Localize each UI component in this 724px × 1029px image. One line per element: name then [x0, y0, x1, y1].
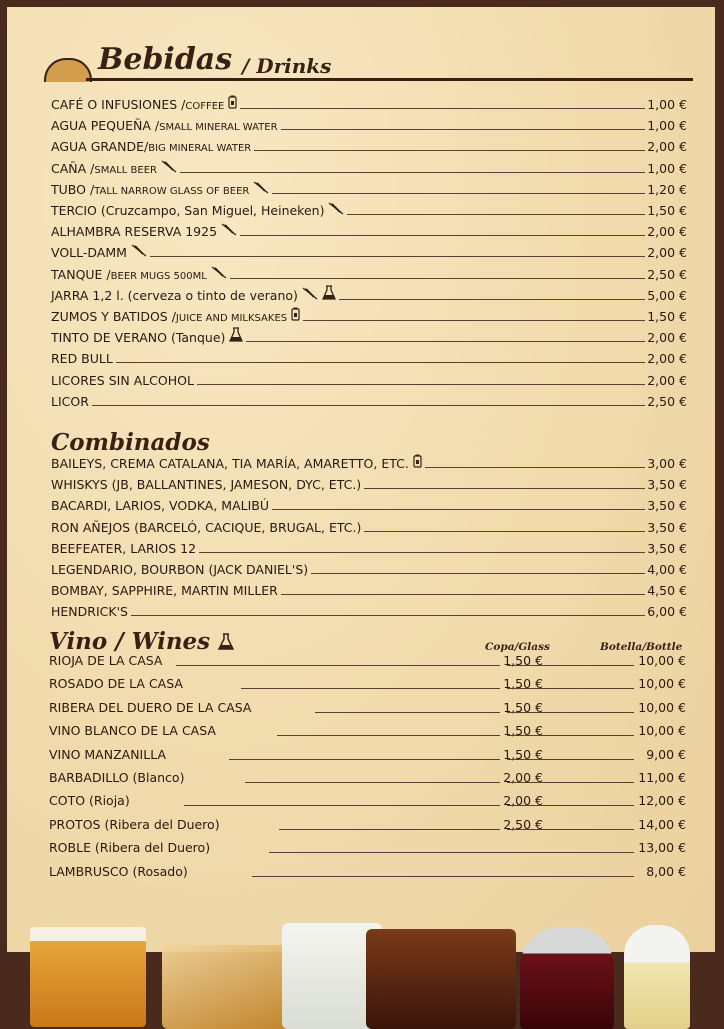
leader-line	[180, 172, 645, 173]
wine-bottle-price: 11,00 €	[638, 770, 686, 785]
wine-glass-price: 2,50 €	[503, 816, 543, 832]
wine-item	[49, 792, 686, 810]
leader-line	[240, 235, 645, 236]
menu-item	[51, 158, 687, 176]
item-price: 5,00 €	[647, 287, 687, 303]
whisky-glass-image	[162, 945, 292, 1029]
leader-line	[269, 852, 634, 853]
menu-item	[51, 580, 687, 598]
leader-line	[339, 299, 645, 300]
item-name: CAFÉ O INFUSIONES /	[51, 97, 186, 112]
wine-item	[49, 839, 686, 857]
wine-name: COTO (Rioja)	[49, 793, 130, 809]
leader-line	[229, 759, 500, 760]
item-english-name: JUICE AND MILKSAKES	[175, 313, 288, 324]
item-english-name: BEER MUGS 500ML	[110, 270, 207, 282]
leader-line	[230, 278, 645, 279]
leader-line	[150, 256, 645, 257]
wine-item	[49, 652, 686, 670]
wine-item	[49, 769, 686, 787]
item-name: TANQUE /	[51, 266, 111, 282]
can-icon	[228, 95, 237, 112]
item-price: 1,50 €	[647, 203, 687, 218]
item-name: LICORES SIN ALCOHOL	[51, 372, 194, 388]
wheat-icon	[253, 181, 269, 197]
wheat-flask-icon	[302, 285, 336, 303]
item-price: 1,00 €	[647, 97, 687, 112]
menu-item	[51, 179, 687, 197]
item-name: BACARDI, LARIOS, VODKA, MALIBÚ	[51, 498, 270, 514]
wine-name: RIBERA DEL DUERO DE LA CASA	[49, 699, 252, 715]
wine-glass-price: 1,50 €	[503, 653, 543, 668]
item-english-name: BIG MINERAL WATER	[148, 143, 252, 155]
leader-line	[347, 214, 645, 215]
item-price: 2,00 €	[647, 139, 687, 155]
leader-line	[92, 405, 645, 406]
menu-item	[51, 517, 687, 535]
leader-line	[246, 341, 645, 342]
col-copa-header: Copa/Glass	[485, 641, 550, 653]
menu-item	[51, 264, 687, 282]
wine-name: RIOJA DE LA CASA	[49, 653, 163, 668]
item-price: 2,00 €	[647, 224, 687, 240]
can-icon	[413, 454, 422, 471]
item-name: AGUA GRANDE/	[51, 139, 149, 155]
leader-line	[507, 735, 634, 736]
item-name: LICOR	[51, 393, 89, 409]
item-name: JARRA 1,2 l. (cerveza o tinto de verano)	[51, 287, 298, 303]
item-name: AGUA PEQUEÑA /	[51, 118, 160, 134]
item-name: RON AÑEJOS (BARCELÓ, CACIQUE, BRUGAL, ETC.)	[51, 519, 362, 535]
menu-item	[51, 391, 687, 409]
item-name: WHISKYS (JB, BALLANTINES, JAMESON, DYC, ETC.)	[51, 477, 362, 493]
wine-name: LAMBRUSCO (Rosado)	[49, 863, 188, 879]
menu-item	[51, 136, 687, 154]
wine-name: ROSADO DE LA CASA	[49, 676, 183, 692]
leader-line	[116, 362, 645, 363]
menu-item	[51, 306, 687, 324]
item-price: 3,50 €	[647, 477, 687, 493]
leader-line	[507, 759, 634, 760]
menu-item	[51, 538, 687, 556]
leader-line	[131, 615, 645, 616]
leader-line	[507, 712, 634, 713]
item-name: LEGENDARIO, BOURBON (JACK DANIEL'S)	[51, 562, 309, 577]
wine-name: VINO MANZANILLA	[49, 746, 167, 762]
drinks-photo-strip	[0, 905, 724, 1024]
menu-item	[51, 221, 687, 239]
wheat-icon	[328, 202, 344, 218]
item-english-name: COFFEE	[185, 101, 225, 112]
wheat-icon	[161, 160, 177, 176]
item-price: 6,00 €	[647, 604, 687, 620]
leader-line	[272, 509, 645, 510]
vinos-title: Vino / Wines	[49, 628, 211, 655]
drinks-subtitle: / Drinks	[242, 54, 332, 78]
wine-glass-price: 2,00 €	[503, 793, 543, 809]
leader-line	[279, 829, 500, 830]
item-name: TINTO DE VERANO (Tanque)	[51, 330, 226, 346]
leader-line	[240, 108, 645, 109]
rum-cola-glass-image	[366, 929, 516, 1029]
leader-line	[303, 320, 645, 321]
item-price: 1,50 €	[647, 309, 687, 324]
item-name: ALHAMBRA RESERVA 1925	[51, 224, 218, 240]
item-english-name: SMALL MINERAL WATER	[159, 122, 278, 134]
item-price: 3,50 €	[647, 540, 687, 556]
item-name: BEEFEATER, LARIOS 12	[51, 540, 197, 556]
wine-bottle-price: 8,00 €	[646, 863, 686, 879]
wine-bottle-price: 14,00 €	[638, 816, 686, 832]
wine-bottle-price: 10,00 €	[638, 653, 686, 668]
item-name: ZUMOS Y BATIDOS /	[51, 309, 176, 324]
wine-item	[49, 722, 686, 740]
leader-line	[184, 805, 500, 806]
wine-name: ROBLE (Ribera del Duero)	[49, 840, 211, 856]
wheat-icon	[221, 223, 237, 239]
wine-name: VINO BLANCO DE LA CASA	[49, 723, 216, 739]
item-name: BAILEYS, CREMA CATALANA, TIA MARÍA, AMARETTO, ETC.	[51, 456, 409, 471]
wine-item	[49, 863, 686, 881]
can-icon	[291, 307, 300, 324]
white-wine-glass-image	[624, 925, 690, 1029]
item-name: TERCIO (Cruzcampo, San Miguel, Heineken)	[51, 203, 325, 218]
wine-bottle-price: 10,00 €	[638, 676, 686, 692]
menu-item	[51, 285, 687, 303]
wine-item	[49, 699, 686, 717]
menu-item	[51, 474, 687, 492]
menu-item	[51, 601, 687, 619]
col-botella-header: Botella/Bottle	[600, 641, 683, 653]
leader-line	[507, 805, 634, 806]
menu-item	[51, 115, 687, 133]
leader-line	[507, 782, 634, 783]
leader-line	[507, 688, 634, 689]
header-rule	[86, 78, 693, 81]
leader-line	[281, 129, 646, 130]
item-price: 2,00 €	[647, 351, 687, 367]
menu-item	[51, 453, 687, 471]
item-price: 2,00 €	[647, 372, 687, 388]
menu-item	[51, 495, 687, 513]
menu-item	[51, 370, 687, 388]
leader-line	[364, 531, 645, 532]
wine-glass-price: 2,00 €	[503, 770, 543, 785]
wheat-icon	[211, 266, 227, 282]
wine-glass-price: 1,50 €	[503, 746, 543, 762]
item-price: 2,50 €	[647, 393, 687, 409]
item-english-name: TALL NARROW GLASS OF BEER	[94, 185, 250, 197]
menu-item	[51, 242, 687, 260]
item-price: 3,50 €	[647, 498, 687, 514]
wine-bottle-price: 10,00 €	[638, 699, 686, 715]
bebidas-title: Bebidas	[98, 42, 233, 77]
wine-bottle-price: 13,00 €	[638, 840, 686, 856]
wine-glass-price: 1,50 €	[503, 723, 543, 739]
item-price: 3,00 €	[647, 456, 687, 471]
menu-item	[51, 94, 687, 112]
leader-line	[245, 782, 500, 783]
wine-glass-price: 1,50 €	[503, 699, 543, 715]
item-name: CAÑA /	[51, 160, 95, 176]
item-name: VOLL-DAMM	[51, 245, 127, 261]
wine-item	[49, 816, 686, 834]
flask-icon	[229, 327, 243, 345]
wine-bottle-price: 9,00 €	[646, 746, 686, 762]
item-price: 4,50 €	[647, 583, 687, 599]
leader-line	[176, 665, 500, 666]
leader-line	[272, 193, 645, 194]
wine-bottle-price: 10,00 €	[638, 723, 686, 739]
item-name: HENDRICK'S	[51, 604, 128, 620]
item-name: TUBO /	[51, 181, 95, 197]
wheat-icon	[131, 244, 147, 260]
menu-item	[51, 327, 687, 345]
item-price: 1,20 €	[647, 181, 687, 197]
leader-line	[252, 876, 634, 877]
leader-line	[364, 488, 645, 489]
wine-bottle-price: 12,00 €	[638, 793, 686, 809]
item-price: 2,00 €	[647, 330, 687, 346]
leader-line	[197, 384, 645, 385]
leader-line	[241, 688, 500, 689]
item-name: BOMBAY, SAPPHIRE, MARTIN MILLER	[51, 583, 278, 599]
wine-name: BARBADILLO (Blanco)	[49, 770, 185, 785]
wine-item	[49, 675, 686, 693]
menu-item	[51, 200, 687, 218]
leader-line	[315, 712, 500, 713]
item-name: RED BULL	[51, 351, 113, 367]
item-english-name: SMALL BEER	[94, 164, 157, 176]
red-wine-glass-image	[520, 927, 614, 1029]
item-price: 1,00 €	[647, 118, 687, 134]
wine-item	[49, 746, 686, 764]
menu-item	[51, 559, 687, 577]
wine-glass-price: 1,50 €	[503, 676, 543, 692]
leader-line	[199, 552, 645, 553]
leader-line	[277, 735, 500, 736]
item-price: 4,00 €	[647, 562, 687, 577]
leader-line	[425, 467, 645, 468]
beer-glass-image	[30, 927, 146, 1027]
leader-line	[507, 829, 634, 830]
leader-line	[281, 594, 645, 595]
item-price: 1,00 €	[647, 160, 687, 176]
leader-line	[311, 573, 645, 574]
leader-line	[254, 150, 645, 151]
menu-item	[51, 348, 687, 366]
item-price: 2,00 €	[647, 245, 687, 261]
item-price: 2,50 €	[647, 266, 687, 282]
item-price: 3,50 €	[647, 519, 687, 535]
leader-line	[507, 665, 634, 666]
combinados-title: Combinados	[51, 429, 210, 456]
wine-name: PROTOS (Ribera del Duero)	[49, 816, 220, 832]
